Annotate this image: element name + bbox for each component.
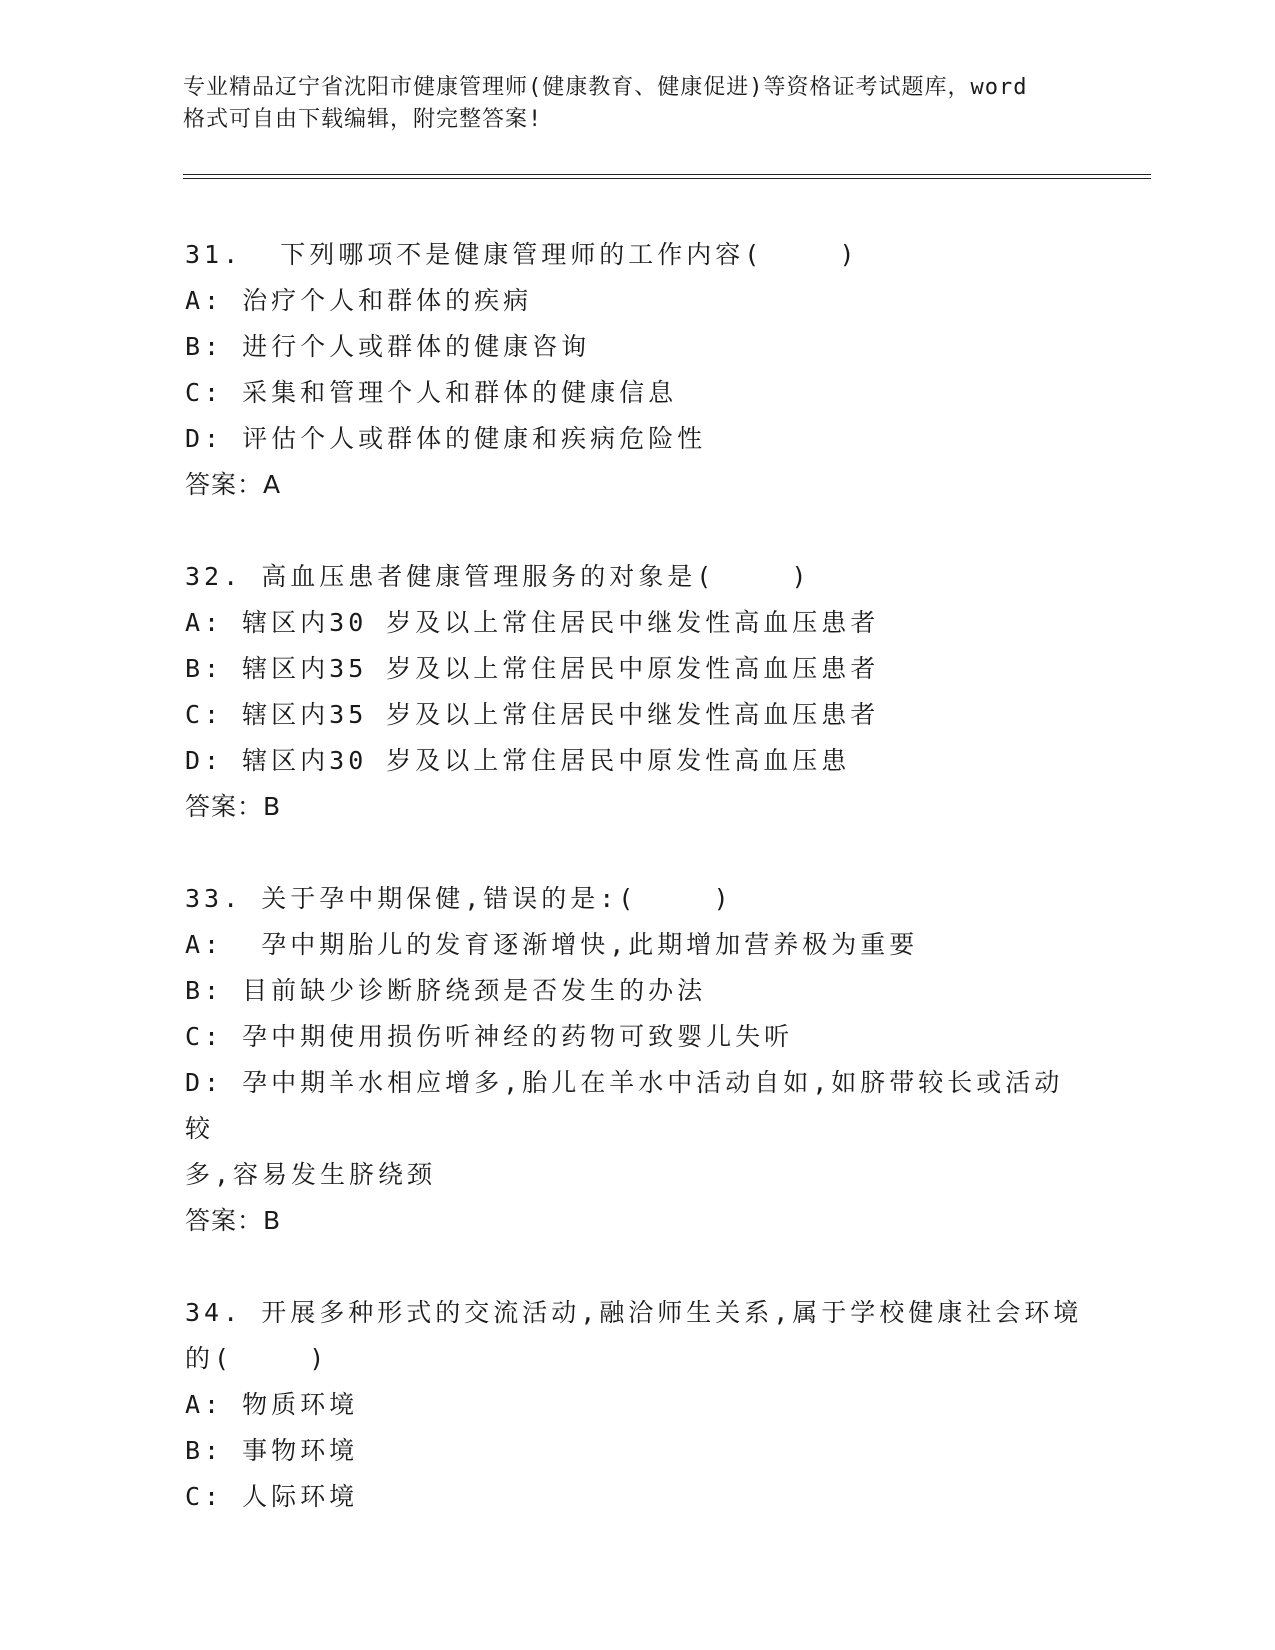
correct-answer: 答案：B [185,792,282,821]
question-list [185,232,1085,1566]
question-stem: 32. 高血压患者健康管理服务的对象是( ) [185,562,811,591]
header-title-line-2: 格式可自由下载编辑，附完整答案! [183,107,543,132]
question-item [185,1290,1085,1520]
answer-option: C: 辖区内35 岁及以上常住居民中继发性高血压患者 [185,700,880,729]
answer-option: C: 人际环境 [185,1482,359,1511]
answer-option: C: 采集和管理个人和群体的健康信息 [185,378,678,407]
header-title-line-1: 专业精品辽宁省沈阳市健康管理师(健康教育、健康促进)等资格证考试题库，word [183,75,1028,100]
correct-answer: 答案：A [185,470,282,499]
question-item [185,232,1085,508]
answer-option: D: 辖区内30 岁及以上常住居民中原发性高血压患 [185,746,851,775]
question-stem: 33. 关于孕中期保健,错误的是:( ) [185,884,733,913]
answer-option: B: 事物环境 [185,1436,359,1465]
answer-option: B: 辖区内35 岁及以上常住居民中原发性高血压患者 [185,654,880,683]
question-stem: 的( ) [185,1344,329,1373]
answer-option: A: 治疗个人和群体的疾病 [185,286,533,315]
answer-option: B: 进行个人或群体的健康咨询 [185,332,591,361]
header-divider [183,174,1151,179]
answer-option: D: 孕中期羊水相应增多,胎儿在羊水中活动自如,如脐带较长或活动较 [185,1068,1064,1143]
question-stem: 31. 下列哪项不是健康管理师的工作内容( ) [185,240,859,269]
answer-option: A: 物质环境 [185,1390,359,1419]
answer-option: C: 孕中期使用损伤听神经的药物可致婴儿失听 [185,1022,794,1051]
correct-answer: 答案：B [185,1206,282,1235]
answer-option: B: 目前缺少诊断脐绕颈是否发生的办法 [185,976,707,1005]
answer-option: D: 评估个人或群体的健康和疾病危险性 [185,424,707,453]
answer-option: A: 孕中期胎儿的发育逐渐增快,此期增加营养极为重要 [185,930,919,959]
answer-option: A: 辖区内30 岁及以上常住居民中继发性高血压患者 [185,608,880,637]
document-header [183,72,1083,136]
question-stem: 34. 开展多种形式的交流活动,融洽师生关系,属于学校健康社会环境 [185,1298,1083,1327]
answer-option: 多,容易发生脐绕颈 [185,1160,437,1189]
question-item [185,554,1085,830]
question-item [185,876,1085,1244]
